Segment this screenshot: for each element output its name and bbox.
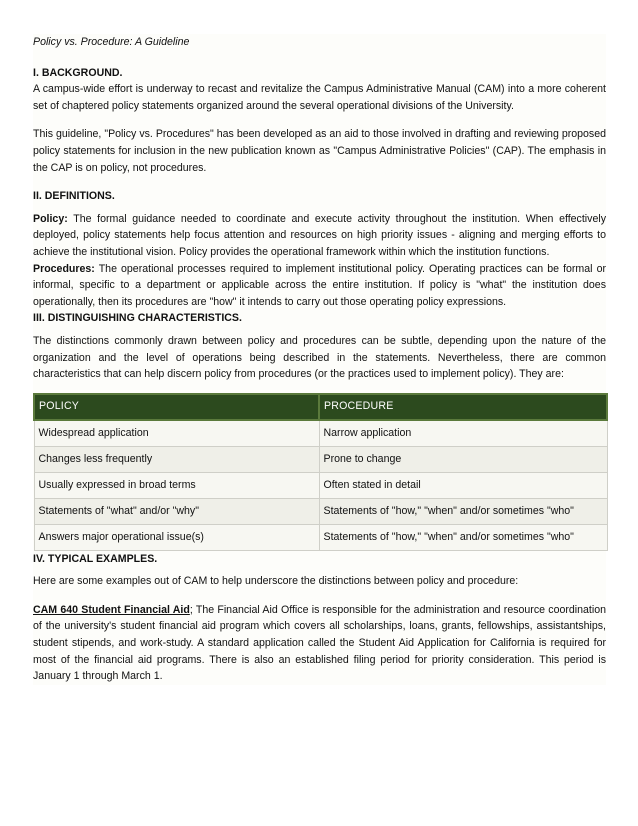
table-row (34, 472, 607, 498)
table-cell: Changes less frequently (34, 446, 319, 472)
policy-definition (33, 211, 606, 261)
example-cam-640-label: CAM 640 Student Financial Aid (33, 603, 190, 616)
background-paragraph-1: A campus-wide effort is underway to recast and revitalize the Campus Administrative Manual (CAM) into a more coherent set of chaptered policy statements organized around the several operational divisions of the University. (33, 83, 606, 112)
table-row (34, 524, 607, 550)
background-paragraph-2: This guideline, "Policy vs. Procedures" has been developed as an aid to those involved in drafting and reviewing proposed policy statements for inclusion in the new publication known as "Campus Administrative Policies" (CAP). The emphasis in the CAP is on policy, not procedures. (33, 128, 606, 174)
background-heading: I. BACKGROUND. (33, 66, 123, 79)
policy-definition-text: The formal guidance needed to coordinate and execute activity throughout the institution. When effectively deployed, policy statements help focus attention and resources on high priority issues - aligning and merging efforts to achieve the institutional vision. Policy provides the operational framework within which the institution functions. (33, 212, 606, 258)
table-cell: Statements of "how," "when" and/or sometimes "who" (319, 524, 607, 550)
table-row (34, 420, 607, 447)
example-cam-640 (33, 602, 606, 685)
table-row (34, 498, 607, 524)
procedures-term: Procedures: (33, 262, 95, 275)
examples-heading: IV. TYPICAL EXAMPLES. (33, 552, 158, 565)
example-cam-640-text: ; The Financial Aid Office is responsible for the administration and resource coordination of the university's student financial aid program which covers all scholarships, loans, grants, fellowships, assistantships, student stipends, and work-study. A standard application called the Student Aid Application for California is required for most of the financial aid programs. There is also an established filing period for priority consideration. This period is January 1 through March 1. (33, 603, 606, 683)
characteristics-heading: III. DISTINGUISHING CHARACTERISTICS. (33, 312, 242, 325)
table-cell: Answers major operational issue(s) (34, 524, 319, 550)
procedures-definition (33, 261, 606, 311)
policy-procedure-table (33, 393, 608, 551)
table-cell: Narrow application (319, 420, 607, 447)
document-title: Policy vs. Procedure: A Guideline (33, 36, 190, 48)
table-cell: Usually expressed in broad terms (34, 472, 319, 498)
document-content (33, 34, 606, 685)
table-header-procedure: PROCEDURE (319, 394, 607, 420)
table-header-policy: POLICY (34, 394, 319, 420)
table-cell: Statements of "how," "when" and/or sometimes "who" (319, 498, 607, 524)
examples-intro: Here are some examples out of CAM to help underscore the distinctions between policy and procedure: (33, 575, 519, 588)
table-cell: Statements of "what" and/or "why" (34, 498, 319, 524)
procedures-definition-text: The operational processes required to implement institutional policy. Operating practices can be formal or informal, specific to a department or applicable across the entire institution. If policy is "what" the institution does operationally, then its procedures are "how" it intends to carry out those operating policy expressions. (33, 262, 606, 308)
table-cell: Widespread application (34, 420, 319, 447)
policy-term: Policy: (33, 212, 68, 225)
table-row (34, 446, 607, 472)
table-cell: Prone to change (319, 446, 607, 472)
definitions-heading: II. DEFINITIONS. (33, 190, 115, 203)
characteristics-intro: The distinctions commonly drawn between policy and procedures can be subtle, depending upon the nature of the organization and the level of operations being described in the statements. Nevertheless, there are common characteristics that can help discern policy from procedures (or the practices used to implement policy). They are: (33, 334, 606, 381)
table-cell: Often stated in detail (319, 472, 607, 498)
table-header-row (34, 394, 607, 420)
